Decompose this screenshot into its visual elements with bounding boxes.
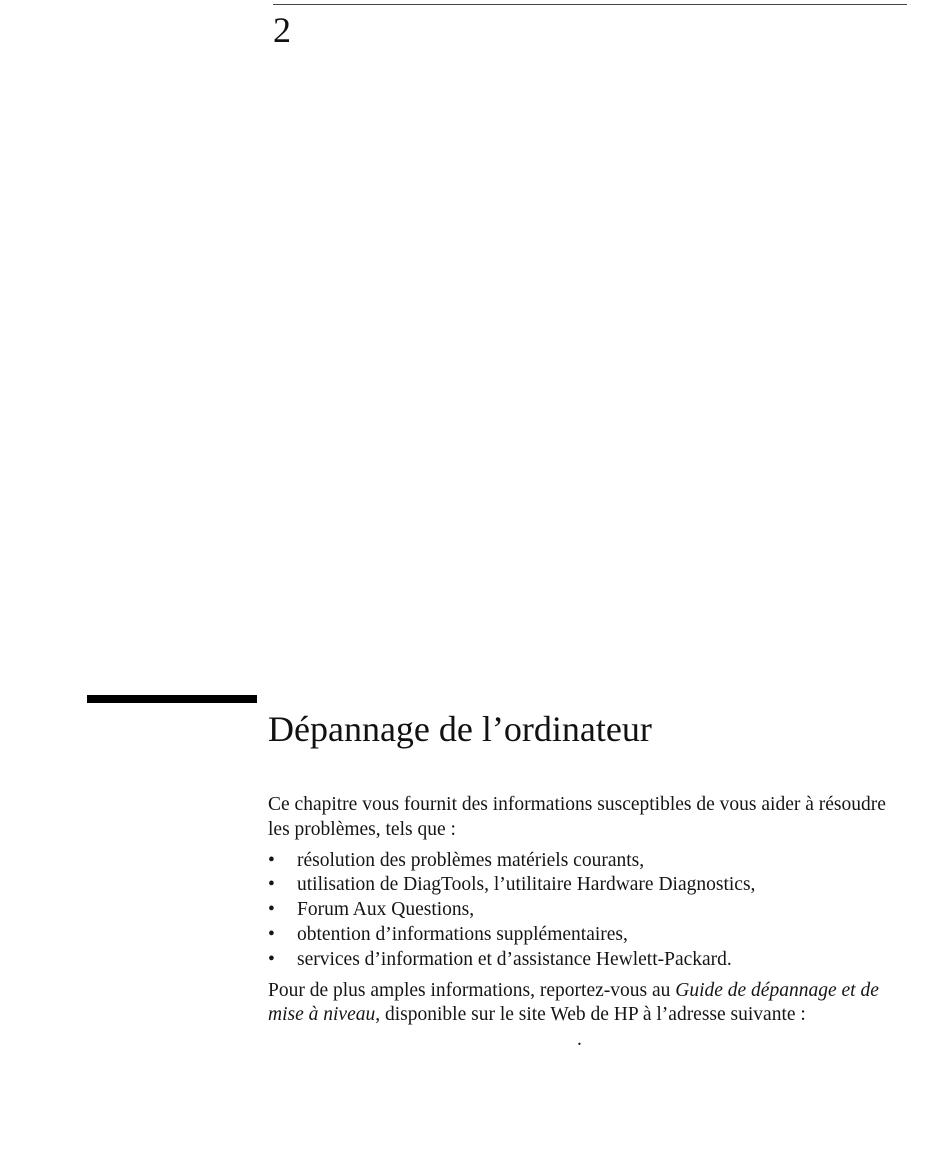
topic-list [268, 849, 908, 973]
list-item-text: utilisation de DiagTools, l’utilitaire Hardware Diagnostics, [297, 874, 756, 896]
list-item [268, 948, 908, 973]
bullet-icon: • [268, 899, 275, 921]
list-item-text: services d’information et d’assistance Hewlett-Packard. [297, 948, 732, 970]
intro-paragraph: Ce chapitre vous fournit des informations susceptibles de vous aider à résoudre les problèmes, tels que : [268, 794, 886, 840]
list-item-text: Forum Aux Questions, [297, 899, 475, 921]
bullet-icon: • [268, 923, 275, 945]
chapter-number: 2 [273, 10, 291, 50]
header-rule [273, 4, 907, 5]
chapter-body [268, 793, 908, 1053]
list-item [268, 923, 908, 948]
closing-text-start: Pour de plus amples informations, reportez-vous au [268, 979, 676, 1001]
list-item [268, 873, 908, 898]
list-item [268, 849, 908, 874]
bullet-icon: • [268, 948, 275, 970]
closing-period: . [577, 1029, 582, 1051]
bullet-icon: • [268, 874, 275, 896]
list-item-text: obtention d’informations supplémentaires, [297, 923, 628, 945]
chapter-title: Dépannage de l’ordinateur [268, 709, 652, 749]
list-item-text: résolution des problèmes matériels courants, [297, 849, 645, 871]
guide-title: Guide de dépannage et de mise à niveau [268, 979, 879, 1026]
closing-paragraph [268, 979, 908, 1053]
list-item [268, 898, 908, 923]
section-bar [87, 695, 257, 703]
closing-text-end: , disponible sur le site Web de HP à l’adresse suivante : [375, 1004, 806, 1026]
bullet-icon: • [268, 849, 275, 871]
